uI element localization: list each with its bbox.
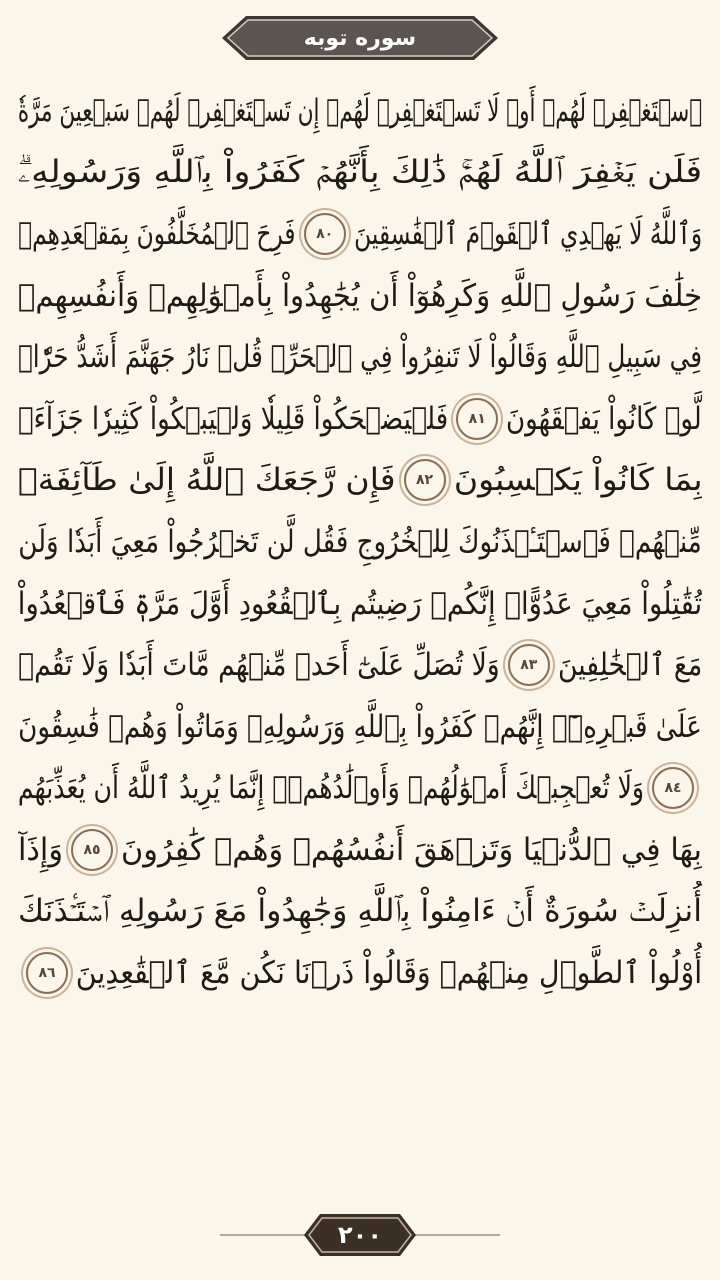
ayah-number-marker: ٨٥ xyxy=(71,829,113,871)
verse-text: ٱسۡتَغۡفِرۡ لَهُمۡ أَوۡ لَا تَسۡتَغۡفِرۡ لَهُمۡ إِن تَسۡتَغۡفِرۡ لَهُمۡ سَبۡعِينَ مَرَّةٗ xyxy=(18,92,702,129)
verse-text: وَلَا تُصَلِّ عَلَىٰٓ أَحَدٖ مِّنۡهُم مَّاتَ أَبَدٗا وَلَا تَقُمۡ xyxy=(18,647,500,684)
surah-name: سوره توبه xyxy=(303,25,417,51)
verse-text: وَلَا تُعۡجِبۡكَ أَمۡوَٰلُهُمۡ وَأَوۡلَٰدُهُمۡۚ إِنَّمَا يُرِيدُ ٱللَّهُ أَن يُعَذِّبَهُم xyxy=(18,770,645,807)
ayah-number-marker: ٨٠ xyxy=(304,213,346,255)
verse-text: خِلَٰفَ رَسُولِ ٱللَّهِ وَكَرِهُوٓاْ أَن يُجَٰهِدُواْ بِأَمۡوَٰلِهِمۡ وَأَنفُسِهِمۡ xyxy=(18,277,702,314)
verse-text: بِهَا فِي ٱلدُّنۡيَا وَتَزۡهَقَ أَنفُسُهُمۡ وَهُمۡ كَٰفِرُونَ xyxy=(121,831,702,868)
verse-text: وَإِذَآ xyxy=(18,831,64,868)
verse-line xyxy=(18,80,702,142)
verse-text: مِّنۡهُمۡ فَٱسۡتَـٔۡذَنُوكَ لِلۡخُرُوجِ فَقُل لَّن تَخۡرُجُواْ مَعِيَ أَبَدٗا وَلَن xyxy=(18,523,702,560)
verse-line xyxy=(18,450,702,512)
verse-line xyxy=(18,326,702,388)
verse-line xyxy=(18,203,702,265)
ayah-number-marker: ٨٢ xyxy=(404,459,446,501)
footer-rule-left xyxy=(220,1234,306,1236)
verse-text: تُقَٰتِلُواْ مَعِيَ عَدُوًّاۖ إِنَّكُمۡ رَضِيتُم بِٱلۡقُعُودِ أَوَّلَ مَرَّةٖ فَٱقۡعُدُواْ xyxy=(18,585,702,622)
verse-text: فَلۡيَضۡحَكُواْ قَلِيلٗا وَلۡيَبۡكُواْ كَثِيرٗا جَزَآءَۢ xyxy=(18,400,449,437)
verse-line xyxy=(18,696,702,758)
verse-line xyxy=(18,142,702,204)
verse-text: فَرِحَ ٱلۡمُخَلَّفُونَ بِمَقۡعَدِهِمۡ xyxy=(18,215,296,252)
verse-text: عَلَىٰ قَبۡرِهِۦٓۖ إِنَّهُمۡ كَفَرُواْ بِٱللَّهِ وَرَسُولِهِۦ وَمَاتُواْ وَهُمۡ فَٰسِقُونَ xyxy=(18,708,702,745)
verse-line xyxy=(18,634,702,696)
footer-rule-right xyxy=(414,1234,500,1236)
verse-line xyxy=(18,573,702,635)
verse-line xyxy=(18,511,702,573)
verse-text: وَٱللَّهُ لَا يَهۡدِي ٱلۡقَوۡمَ ٱلۡفَٰسِقِينَ xyxy=(353,215,702,252)
surah-header xyxy=(220,14,500,62)
page-number: ٢٠٠ xyxy=(338,1221,382,1249)
verse-text: أُوْلُواْ ٱلطَّوۡلِ مِنۡهُمۡ وَقَالُواْ ذَرۡنَا نَكُن مَّعَ ٱلۡقَٰعِدِينَ xyxy=(75,955,702,992)
verse-line xyxy=(18,881,702,943)
verse-text: بِمَا كَانُواْ يَكۡسِبُونَ xyxy=(453,462,702,499)
verse-text: فَإِن رَّجَعَكَ ٱللَّهُ إِلَىٰ طَآئِفَةٖ xyxy=(18,462,396,499)
ayah-number-marker: ٨٦ xyxy=(26,952,68,994)
verse-line xyxy=(18,388,702,450)
verse-line xyxy=(18,265,702,327)
ayah-number-marker: ٨١ xyxy=(456,398,498,440)
ayah-number-marker: ٨٣ xyxy=(508,644,550,686)
verse-line xyxy=(18,819,702,881)
verse-text: مَعَ ٱلۡخَٰلِفِينَ xyxy=(557,647,702,684)
quran-page-text xyxy=(18,80,702,1190)
page-footer xyxy=(0,1212,720,1258)
verse-line xyxy=(18,942,702,1004)
verse-text: أُنزِلَتۡ سُورَةٌ أَنۡ ءَامِنُواْ بِٱللَّهِ وَجَٰهِدُواْ مَعَ رَسُولِهِ ٱسۡتَـٔۡذَنَكَ xyxy=(18,893,702,930)
verse-text: لَّوۡ كَانُواْ يَفۡقَهُونَ xyxy=(506,400,702,437)
verse-text: فِي سَبِيلِ ٱللَّهِ وَقَالُواْ لَا تَنفِرُواْ فِي ٱلۡحَرِّۗ قُلۡ نَارُ جَهَنَّمَ أَشَدُّ حَرّٗاۚ xyxy=(18,339,702,376)
verse-line xyxy=(18,758,702,820)
verse-text: فَلَن يَغۡفِرَ ٱللَّهُ لَهُمۡۚ ذَٰلِكَ بِأَنَّهُمۡ كَفَرُواْ بِٱللَّهِ وَرَسُولِهِۦۗ xyxy=(18,153,702,190)
ayah-number-marker: ٨٤ xyxy=(652,767,694,809)
